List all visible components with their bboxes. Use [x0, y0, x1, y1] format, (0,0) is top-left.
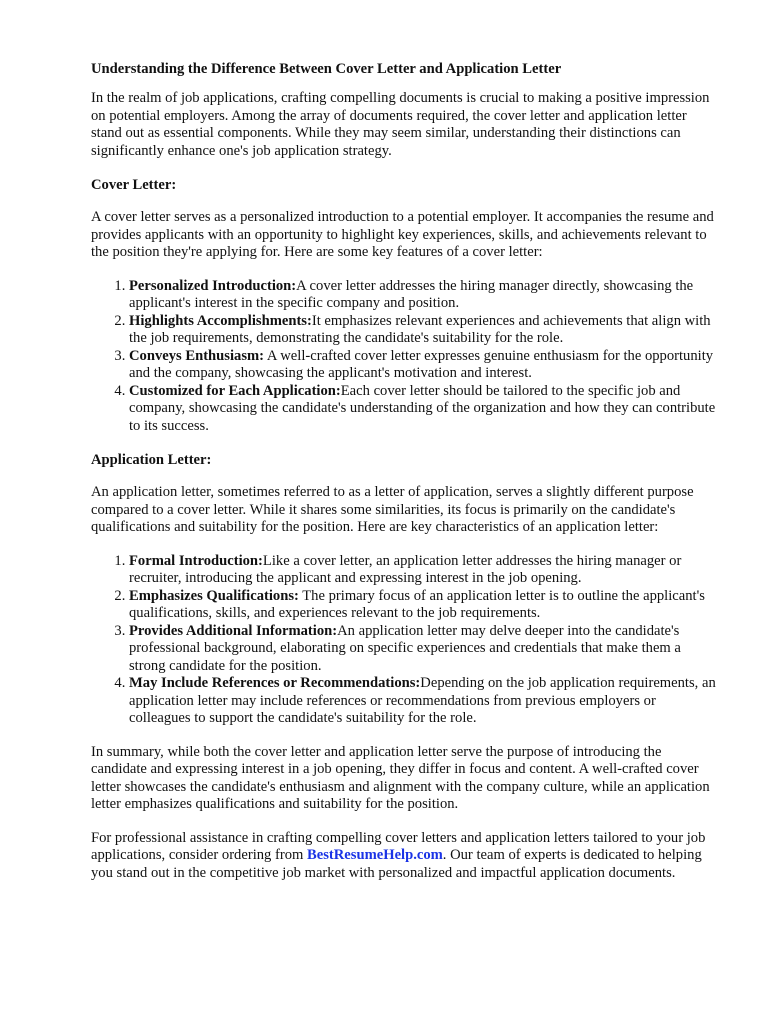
list-item-text: Each cover letter should be tailored to the specific job and company, showcasing the candidate's understanding of the organization and how they can contribute to its success.	[129, 382, 716, 434]
list-item-term: Conveys Enthusiasm:	[129, 347, 265, 364]
cover-letter-description: A cover letter serves as a personalized introduction to a potential employer. It accompanies the resume and provides applicants with an opportunity to highlight key experiences, skills, and achievements relevant to the position they're applying for. Here are some key features of a cover letter:	[91, 209, 714, 260]
summary-paragraph: In summary, while both the cover letter and application letter serve the purpose of introducing the candidate and expressing interest in a job opening, they differ in focus and content. A well-crafted cover letter showcases the candidate's enthusiasm and alignment with the company culture, while an application letter emphasizes qualifications and suitability for the position.	[91, 743, 710, 812]
list-item-text: It emphasizes relevant experiences and achievements that align with the job requirements, demonstrating the candidate's suitability for the role.	[129, 312, 711, 346]
bestresumehelp-link[interactable]: BestResumeHelp.com	[307, 847, 443, 863]
list-item-text: Like a cover letter, an application letter addresses the hiring manager or recruiter, introducing the applicant and expressing interest in the job opening.	[129, 552, 682, 586]
closing-paragraph	[91, 830, 721, 883]
list-item-term: May Include References or Recommendations:	[129, 675, 421, 691]
document-page	[91, 60, 721, 898]
list-item-text: The primary focus of an application letter is to outline the applicant's qualifications, skills, and experiences relevant to the job requirements.	[129, 587, 705, 621]
document-title: Understanding the Difference Between Cover Letter and Application Letter	[91, 61, 562, 77]
closing-text-after-link: . Our team of experts is dedicated to helping you stand out in the competitive job market with personalized and impactful application documents.	[91, 847, 702, 881]
cover-letter-heading: Cover Letter:	[91, 177, 177, 193]
list-item	[129, 383, 721, 436]
closing-text-before-link: For professional assistance in crafting compelling cover letters and application letters tailored to your job applications, consider ordering from	[91, 829, 706, 863]
list-item-term: Customized for Each Application:	[129, 382, 341, 399]
list-item-term: Highlights Accomplishments:	[129, 312, 312, 329]
list-item	[129, 675, 721, 728]
application-letter-heading: Application Letter:	[91, 452, 212, 468]
application-letter-features-list	[91, 553, 721, 728]
application-letter-description: An application letter, sometimes referred to as a letter of application, serves a slightly different purpose compared to a cover letter. While it shares some similarities, its focus is primarily on the candidate's qualifications and suitability for the position. Here are key characteristics of an application letter:	[91, 484, 694, 535]
list-item	[129, 278, 721, 313]
list-item	[129, 588, 721, 623]
list-item-term: Formal Introduction:	[129, 552, 263, 569]
list-item-text: A well-crafted cover letter expresses genuine enthusiasm for the opportunity and the company, showcasing the applicant's motivation and interest.	[129, 347, 714, 381]
list-item	[129, 313, 721, 348]
list-item-term: Emphasizes Qualifications:	[129, 587, 299, 604]
list-item-text: Depending on the job application requirements, an application letter may include references or recommendations from previous employers or colleagues to support the candidate's suitability for the role.	[129, 675, 716, 726]
list-item-text: A cover letter addresses the hiring manager directly, showcasing the applicant's interest in the specific company and position.	[129, 277, 694, 311]
list-item-term: Personalized Introduction:	[129, 277, 297, 294]
cover-letter-features-list	[91, 278, 721, 436]
list-item	[129, 623, 721, 676]
intro-paragraph: In the realm of job applications, crafting compelling documents is crucial to making a positive impression on potential employers. Among the array of documents required, the cover letter and application letter stand out as essential components. While they may seem similar, understanding their distinctions can significantly enhance one's job application strategy.	[91, 90, 710, 159]
list-item-term: Provides Additional Information:	[129, 622, 338, 639]
list-item-text: An application letter may delve deeper into the candidate's professional background, elaborating on specific experiences and credentials that make them a strong candidate for the position.	[129, 622, 681, 674]
list-item	[129, 348, 721, 383]
list-item	[129, 553, 721, 588]
